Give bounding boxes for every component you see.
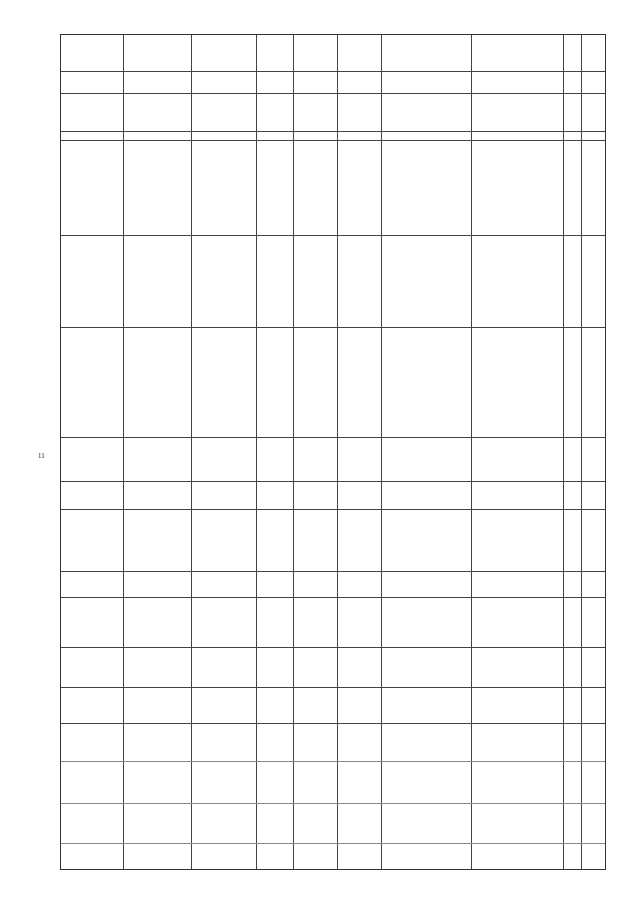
row-divider (61, 327, 605, 328)
column-divider (123, 35, 124, 869)
row-divider (61, 761, 605, 762)
row-divider (61, 131, 605, 132)
page-number: 11 (38, 452, 45, 460)
row-divider (61, 597, 605, 598)
column-divider (256, 35, 257, 869)
row-divider (61, 481, 605, 482)
column-divider (293, 35, 294, 869)
column-divider (471, 35, 472, 869)
column-divider (581, 35, 582, 869)
row-divider (61, 93, 605, 94)
column-divider (191, 35, 192, 869)
row-divider (61, 71, 605, 72)
row-divider (61, 509, 605, 510)
row-divider (61, 687, 605, 688)
row-divider (61, 723, 605, 724)
row-divider (61, 803, 605, 804)
row-divider (61, 647, 605, 648)
column-divider (381, 35, 382, 869)
column-divider (563, 35, 564, 869)
program-table (60, 34, 606, 870)
row-divider (61, 571, 605, 572)
row-divider (61, 140, 605, 141)
row-divider (61, 235, 605, 236)
row-divider (61, 437, 605, 438)
column-divider (337, 35, 338, 869)
row-divider (61, 843, 605, 844)
